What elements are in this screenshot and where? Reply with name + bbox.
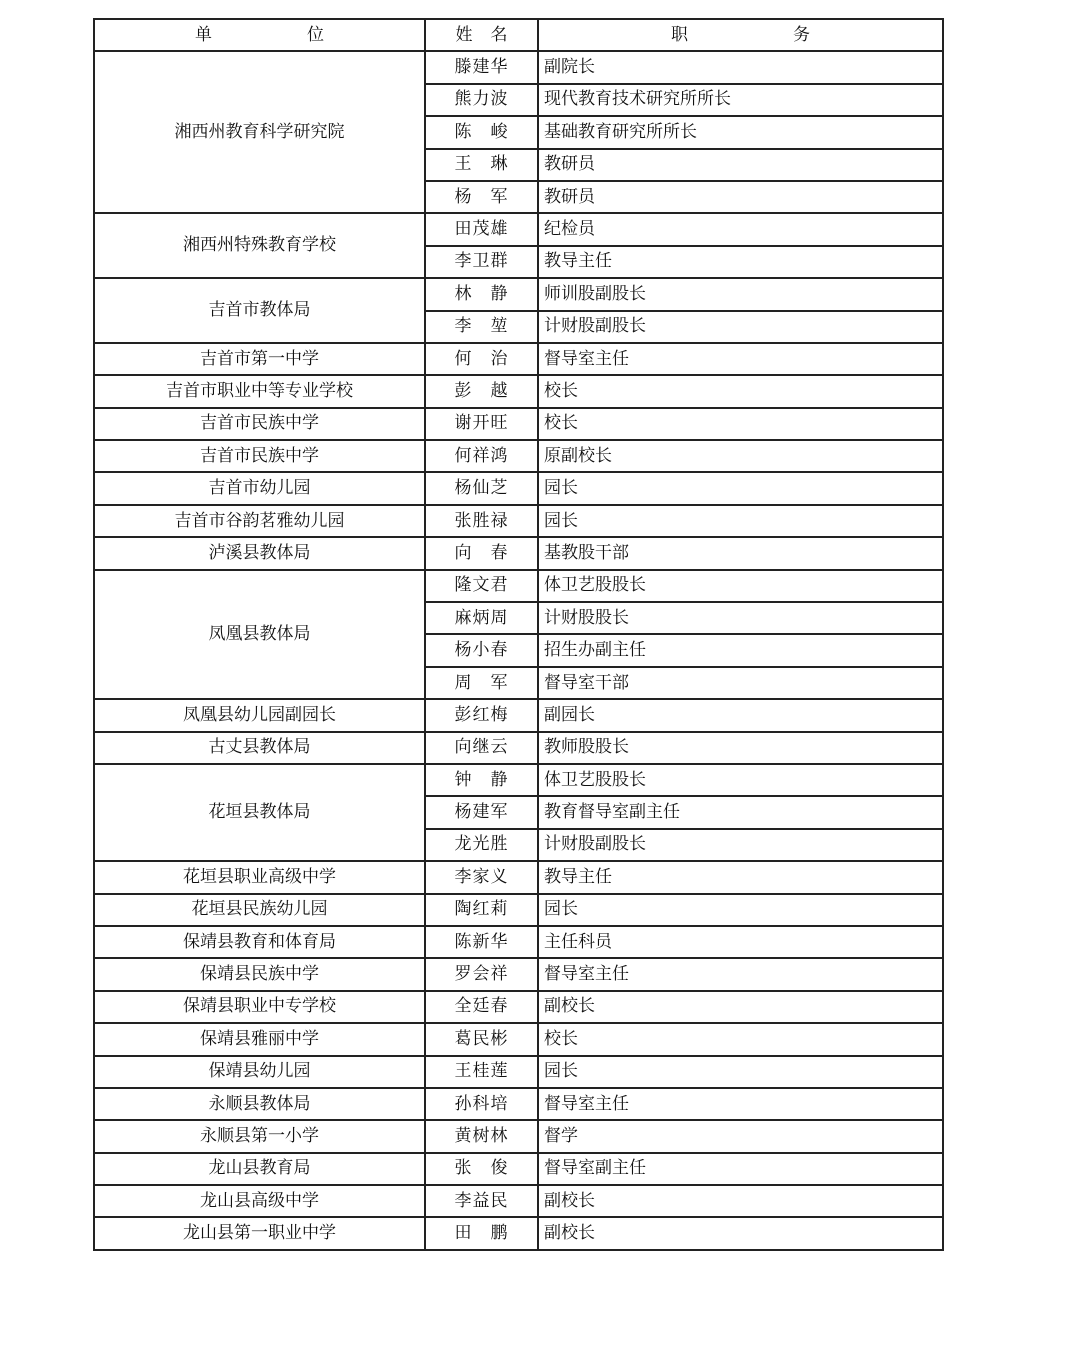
name-cell: 李 堃: [425, 311, 538, 343]
unit-cell: 吉首市民族中学: [94, 408, 425, 440]
table-row: [94, 408, 943, 440]
name-cell: 孙科培: [425, 1088, 538, 1120]
table-row: [94, 505, 943, 537]
name-cell: 王 琳: [425, 149, 538, 181]
roster-body: [94, 51, 943, 1249]
unit-cell: 龙山县高级中学: [94, 1185, 425, 1217]
unit-cell: 湘西州教育科学研究院: [94, 51, 425, 213]
duty-cell: 督导室主任: [538, 958, 943, 990]
unit-cell: 吉首市民族中学: [94, 440, 425, 472]
name-cell: 王桂莲: [425, 1056, 538, 1088]
unit-cell: 吉首市谷韵茗雅幼儿园: [94, 505, 425, 537]
unit-cell: 保靖县幼儿园: [94, 1056, 425, 1088]
duty-cell: 督导室主任: [538, 343, 943, 375]
table-row: [94, 861, 943, 893]
duty-cell: 副校长: [538, 1217, 943, 1249]
table-row: [94, 991, 943, 1023]
name-cell: 杨建军: [425, 796, 538, 828]
duty-cell: 主任科员: [538, 926, 943, 958]
unit-cell: 龙山县第一职业中学: [94, 1217, 425, 1249]
table-row: [94, 375, 943, 407]
duty-cell: 校长: [538, 408, 943, 440]
name-cell: 黄树林: [425, 1120, 538, 1152]
duty-cell: 园长: [538, 894, 943, 926]
unit-cell: 吉首市第一中学: [94, 343, 425, 375]
duty-cell: 教育督导室副主任: [538, 796, 943, 828]
duty-cell: 师训股副股长: [538, 278, 943, 310]
name-cell: 田茂雄: [425, 213, 538, 245]
name-cell: 向 春: [425, 537, 538, 569]
unit-cell: 吉首市幼儿园: [94, 472, 425, 504]
unit-cell: 龙山县教育局: [94, 1153, 425, 1185]
unit-cell: 凤凰县教体局: [94, 570, 425, 700]
name-cell: 李卫群: [425, 246, 538, 278]
duty-cell: 体卫艺股股长: [538, 570, 943, 602]
table-row: [94, 1120, 943, 1152]
name-cell: 周 军: [425, 667, 538, 699]
unit-cell: 保靖县职业中专学校: [94, 991, 425, 1023]
unit-cell: 保靖县雅丽中学: [94, 1023, 425, 1055]
duty-cell: 招生办副主任: [538, 634, 943, 666]
name-cell: 葛民彬: [425, 1023, 538, 1055]
header-duty: 职 务: [538, 19, 943, 51]
name-cell: 谢开旺: [425, 408, 538, 440]
duty-cell: 督导室干部: [538, 667, 943, 699]
duty-cell: 纪检员: [538, 213, 943, 245]
duty-cell: 副园长: [538, 699, 943, 731]
duty-cell: 体卫艺股股长: [538, 764, 943, 796]
table-row: [94, 732, 943, 764]
name-cell: 杨仙芝: [425, 472, 538, 504]
name-cell: 龙光胜: [425, 829, 538, 861]
name-cell: 杨 军: [425, 181, 538, 213]
duty-cell: 园长: [538, 472, 943, 504]
unit-cell: 花垣县教体局: [94, 764, 425, 861]
unit-cell: 湘西州特殊教育学校: [94, 213, 425, 278]
header-unit: 单 位: [94, 19, 425, 51]
table-row: [94, 278, 943, 310]
duty-cell: 校长: [538, 1023, 943, 1055]
table-row: [94, 343, 943, 375]
duty-cell: 园长: [538, 1056, 943, 1088]
unit-cell: 古丈县教体局: [94, 732, 425, 764]
name-cell: 何 治: [425, 343, 538, 375]
duty-cell: 督学: [538, 1120, 943, 1152]
unit-cell: 花垣县职业高级中学: [94, 861, 425, 893]
name-cell: 彭红梅: [425, 699, 538, 731]
duty-cell: 副校长: [538, 991, 943, 1023]
name-cell: 向继云: [425, 732, 538, 764]
name-cell: 林 静: [425, 278, 538, 310]
duty-cell: 教导主任: [538, 246, 943, 278]
duty-cell: 基教股干部: [538, 537, 943, 569]
unit-cell: 泸溪县教体局: [94, 537, 425, 569]
name-cell: 麻炳周: [425, 602, 538, 634]
table-row: [94, 213, 943, 245]
table-row: [94, 958, 943, 990]
name-cell: 全廷春: [425, 991, 538, 1023]
name-cell: 杨小春: [425, 634, 538, 666]
duty-cell: 基础教育研究所所长: [538, 116, 943, 148]
unit-cell: 永顺县第一小学: [94, 1120, 425, 1152]
name-cell: 陈新华: [425, 926, 538, 958]
table-row: [94, 1088, 943, 1120]
duty-cell: 计财股副股长: [538, 311, 943, 343]
name-cell: 李家义: [425, 861, 538, 893]
duty-cell: 副校长: [538, 1185, 943, 1217]
table-row: [94, 1023, 943, 1055]
duty-cell: 现代教育技术研究所所长: [538, 84, 943, 116]
duty-cell: 教研员: [538, 149, 943, 181]
name-cell: 隆文君: [425, 570, 538, 602]
duty-cell: 校长: [538, 375, 943, 407]
table-row: [94, 1185, 943, 1217]
name-cell: 钟 静: [425, 764, 538, 796]
unit-cell: 保靖县教育和体育局: [94, 926, 425, 958]
table-row: [94, 1153, 943, 1185]
unit-cell: 永顺县教体局: [94, 1088, 425, 1120]
duty-cell: 园长: [538, 505, 943, 537]
unit-cell: 花垣县民族幼儿园: [94, 894, 425, 926]
table-row: [94, 472, 943, 504]
name-cell: 熊力波: [425, 84, 538, 116]
table-row: [94, 570, 943, 602]
duty-cell: 计财股股长: [538, 602, 943, 634]
name-cell: 陶红莉: [425, 894, 538, 926]
table-row: [94, 764, 943, 796]
duty-cell: 副院长: [538, 51, 943, 83]
unit-cell: 吉首市教体局: [94, 278, 425, 343]
table-row: [94, 926, 943, 958]
table-row: [94, 537, 943, 569]
duty-cell: 计财股副股长: [538, 829, 943, 861]
table-row: [94, 51, 943, 83]
table-row: [94, 1217, 943, 1249]
duty-cell: 原副校长: [538, 440, 943, 472]
name-cell: 滕建华: [425, 51, 538, 83]
header-name: 姓 名: [425, 19, 538, 51]
name-cell: 罗会祥: [425, 958, 538, 990]
table-row: [94, 699, 943, 731]
unit-cell: 凤凰县幼儿园副园长: [94, 699, 425, 731]
name-cell: 何祥鸿: [425, 440, 538, 472]
unit-cell: 保靖县民族中学: [94, 958, 425, 990]
name-cell: 田 鹏: [425, 1217, 538, 1249]
table-row: [94, 1056, 943, 1088]
name-cell: 李益民: [425, 1185, 538, 1217]
name-cell: 张胜禄: [425, 505, 538, 537]
unit-cell: 吉首市职业中等专业学校: [94, 375, 425, 407]
roster-table: [93, 18, 944, 1251]
duty-cell: 教师股股长: [538, 732, 943, 764]
duty-cell: 教研员: [538, 181, 943, 213]
table-row: [94, 894, 943, 926]
table-row: [94, 440, 943, 472]
name-cell: 张 俊: [425, 1153, 538, 1185]
duty-cell: 督导室副主任: [538, 1153, 943, 1185]
name-cell: 陈 峻: [425, 116, 538, 148]
header-row: [94, 19, 943, 51]
name-cell: 彭 越: [425, 375, 538, 407]
duty-cell: 教导主任: [538, 861, 943, 893]
duty-cell: 督导室主任: [538, 1088, 943, 1120]
